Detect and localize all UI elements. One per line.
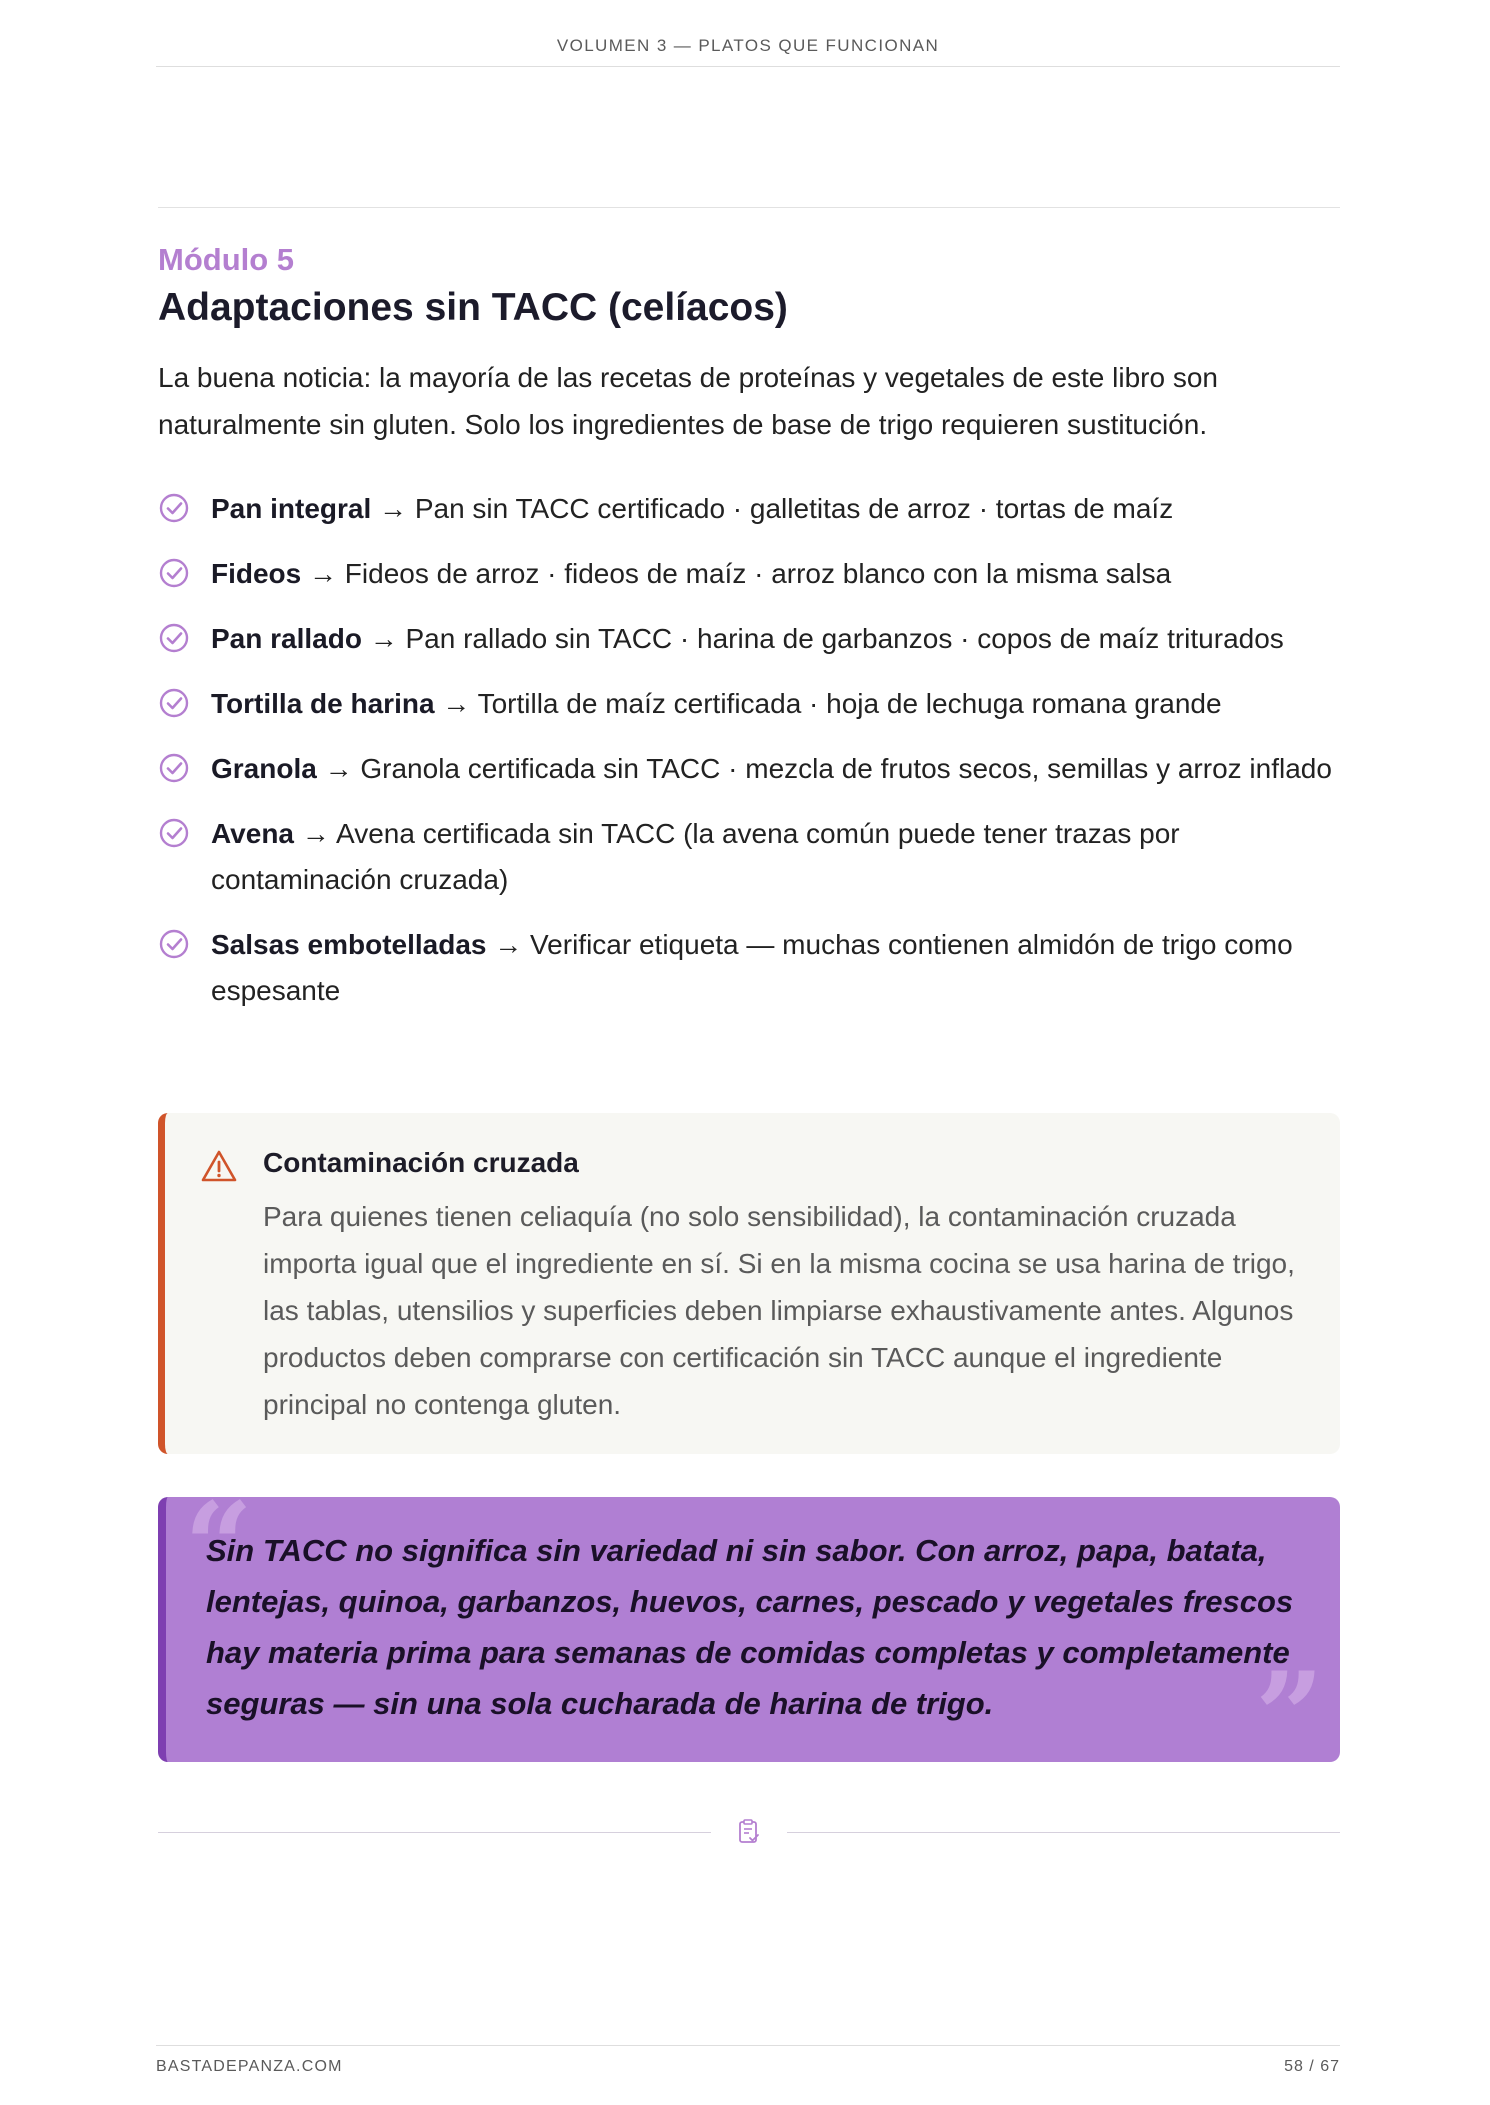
item-name: Tortilla de harina (211, 688, 435, 719)
item-name: Granola (211, 753, 317, 784)
open-quote-mark: “ (184, 1476, 254, 1617)
running-header (156, 34, 1340, 67)
quote-text: Sin TACC no significa sin variedad ni sin sabor. Con arroz, papa, batata, lentejas, quinoa, garbanzos, huevos, carnes, pescado y vegetales frescos hay materia prima para semanas de comidas completas y completamente seguras — sin una sola cucharada de harina de trigo. (206, 1533, 1294, 1721)
module-label: Módulo 5 (158, 242, 295, 277)
warning-title: Contaminación cruzada (263, 1147, 579, 1178)
ornament-divider-right (787, 1832, 1340, 1833)
module-title: Adaptaciones sin TACC (celíacos) (158, 286, 788, 329)
arrow: → (316, 753, 361, 784)
check-circle-icon (158, 752, 190, 784)
close-quote-mark: ” (1254, 1646, 1324, 1787)
item-name: Fideos (211, 558, 302, 589)
item-replacement: Tortilla de maíz certificada · hoja de lechuga romana grande (477, 688, 1222, 719)
list-item (158, 486, 1358, 532)
arrow: → (434, 688, 478, 719)
check-circle-icon (158, 622, 190, 654)
check-circle-icon (158, 492, 190, 524)
footer-rule (156, 2045, 1340, 2046)
check-circle-icon (158, 557, 190, 589)
item-name: Salsas embotelladas (211, 929, 487, 960)
item-replacement: Fideos de arroz · fideos de maíz · arroz blanco con la misma salsa (344, 558, 1172, 589)
item-name: Pan rallado (211, 623, 362, 654)
item-name: Avena (211, 818, 295, 849)
list-item (158, 746, 1358, 792)
substitution-list (158, 486, 1358, 1033)
intro-paragraph: La buena noticia: la mayoría de las recetas de proteínas y vegetales de este libro son naturalmente sin gluten. Solo los ingredientes de base de trigo requieren sustitución. (158, 362, 1218, 440)
item-replacement: Avena certificada sin TACC (la avena común puede tener trazas por contaminación cruzada) (211, 818, 1180, 895)
check-circle-icon (158, 687, 190, 719)
clipboard-icon (735, 1818, 763, 1846)
arrow: → (371, 493, 415, 524)
check-circle-icon (158, 928, 190, 960)
footer-site: BASTADEPANZA.COM (156, 2058, 343, 2075)
item-replacement: Granola certificada sin TACC · mezcla de frutos secos, semillas y arroz inflado (360, 753, 1332, 784)
arrow: → (361, 623, 406, 654)
list-item (158, 551, 1358, 597)
ornament-divider-left (158, 1832, 711, 1833)
list-item (158, 922, 1358, 1014)
item-replacement: Pan sin TACC certificado · galletitas de arroz · tortas de maíz (414, 493, 1174, 524)
pull-quote (158, 1476, 1340, 1787)
section-divider (158, 207, 1340, 208)
item-replacement: Pan rallado sin TACC · harina de garbanzos · copos de maíz triturados (405, 623, 1284, 654)
arrow: → (294, 818, 337, 849)
list-item (158, 616, 1358, 662)
item-replacement: Verificar etiqueta — muchas contienen almidón de trigo como espesante (211, 929, 1293, 1006)
item-name: Pan integral (211, 493, 372, 524)
warning-text: Para quienes tienen celiaquía (no solo sensibilidad), la contaminación cruzada importa igual que el ingrediente en sí. Si en la misma cocina se usa harina de trigo, las tablas, utensilios y superficies deben limpiarse exhaustivamente antes. Algunos productos deben comprarse con certificación sin TACC aunque el ingrediente principal no contenga gluten. (263, 1201, 1295, 1420)
warning-callout (158, 1113, 1340, 1454)
warning-triangle-icon (201, 1149, 237, 1183)
arrow: → (486, 929, 531, 960)
arrow: → (301, 558, 345, 589)
list-item (158, 811, 1358, 903)
list-item (158, 681, 1358, 727)
running-title: VOLUMEN 3 — PLATOS QUE FUNCIONAN (556, 36, 940, 55)
check-circle-icon (158, 817, 190, 849)
page-number: 58 / 67 (1284, 2058, 1340, 2075)
